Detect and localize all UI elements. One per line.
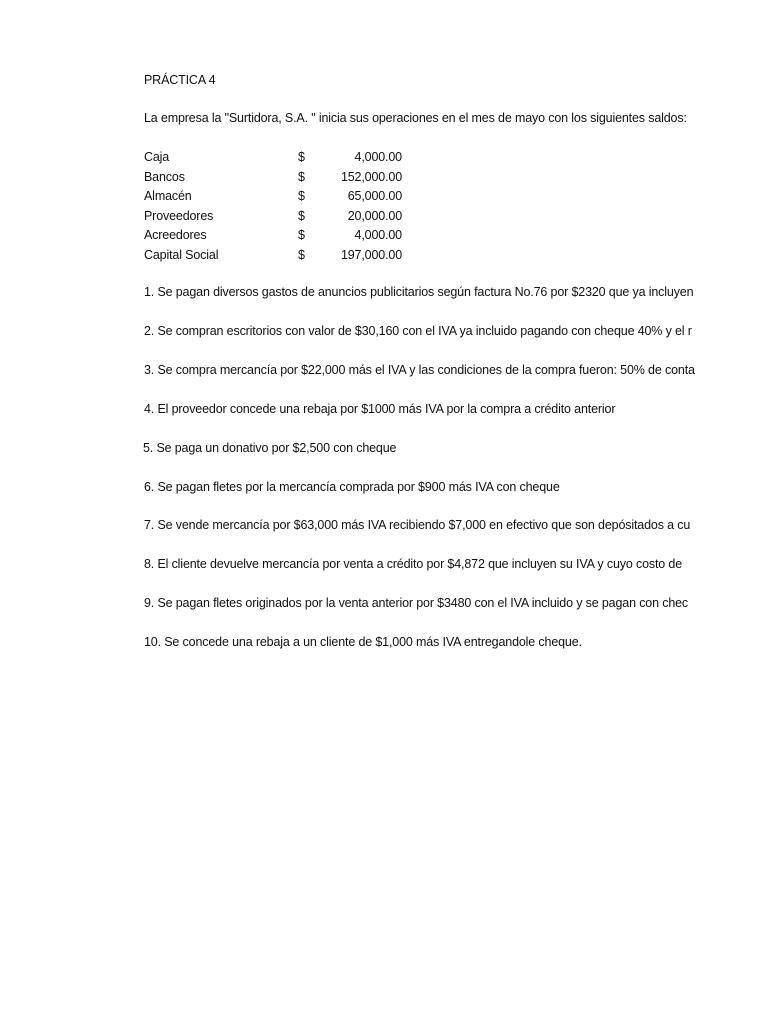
balance-label-almacen: Almacén xyxy=(144,189,192,204)
balance-row xyxy=(144,227,404,247)
balance-amount-bancos: 152,000.00 xyxy=(340,169,402,184)
question-9-clip xyxy=(144,595,705,611)
question-7-clip xyxy=(144,517,705,533)
balance-row xyxy=(144,208,404,228)
question-6: 6. Se pagan fletes por la mercancía comprada por $900 más IVA con cheque xyxy=(144,480,560,494)
balance-label-caja: Caja xyxy=(144,150,170,164)
balance-row xyxy=(144,169,404,189)
question-1-clip xyxy=(144,284,705,300)
question-5-clip xyxy=(143,440,704,456)
currency-symbol: $ xyxy=(298,247,305,262)
question-2-clip xyxy=(144,323,705,339)
question-9: 9. Se pagan fletes originados por la venta anterior por $3480 con el IVA incluido y se pagan con chec xyxy=(144,596,689,610)
currency-symbol: $ xyxy=(298,189,305,204)
currency-symbol: $ xyxy=(298,150,305,164)
question-4: 4. El proveedor concede una rebaja por $1000 más IVA por la compra a crédito anterior xyxy=(144,402,616,416)
opening-balances-table xyxy=(144,149,404,267)
question-8: 8. El cliente devuelve mercancía por venta a crédito por $4,872 que incluyen su IVA y cuyo costo de xyxy=(144,557,683,571)
balance-amount-capital-social: 197,000.00 xyxy=(340,247,402,262)
balance-amount-almacen: 65,000.00 xyxy=(347,189,402,204)
question-3-clip xyxy=(144,362,705,378)
currency-symbol: $ xyxy=(298,208,305,223)
balance-label-acreedores: Acreedores xyxy=(144,228,207,243)
question-7: 7. Se vende mercancía por $63,000 más IVA recibiendo $7,000 en efectivo que son depósitados a cu xyxy=(144,518,691,532)
question-5: 5. Se paga un donativo por $2,500 con cheque xyxy=(143,441,397,455)
balance-amount-proveedores: 20,000.00 xyxy=(347,208,402,223)
question-1: 1. Se pagan diversos gastos de anuncios publicitarios según factura No.76 por $2320 que ya incluyen xyxy=(144,285,694,299)
balance-row xyxy=(144,188,404,208)
page-title: PRÁCTICA 4 xyxy=(144,73,216,87)
balance-amount-caja: 4,000.00 xyxy=(354,150,402,164)
question-10-clip xyxy=(144,634,705,650)
balance-row xyxy=(144,149,404,169)
balance-label-proveedores: Proveedores xyxy=(144,208,214,223)
balance-label-capital-social: Capital Social xyxy=(144,247,219,262)
question-4-clip xyxy=(144,401,705,417)
currency-symbol: $ xyxy=(298,228,305,243)
question-3: 3. Se compra mercancía por $22,000 más el IVA y las condiciones de la compra fueron: 50% de conta xyxy=(144,363,695,377)
balance-amount-acreedores: 4,000.00 xyxy=(354,228,402,243)
question-8-clip xyxy=(144,556,705,572)
currency-symbol: $ xyxy=(298,169,305,184)
intro-text: La empresa la "Surtidora, S.A. " inicia sus operaciones en el mes de mayo con los siguientes saldos: xyxy=(144,111,687,125)
question-10: 10. Se concede una rebaja a un cliente de $1,000 más IVA entregandole cheque. xyxy=(144,635,582,649)
balance-row xyxy=(144,247,404,267)
question-2: 2. Se compran escritorios con valor de $30,160 con el IVA ya incluido pagando con cheque 40% y el r xyxy=(144,324,692,338)
balance-label-bancos: Bancos xyxy=(144,169,185,184)
question-6-clip xyxy=(144,479,705,495)
